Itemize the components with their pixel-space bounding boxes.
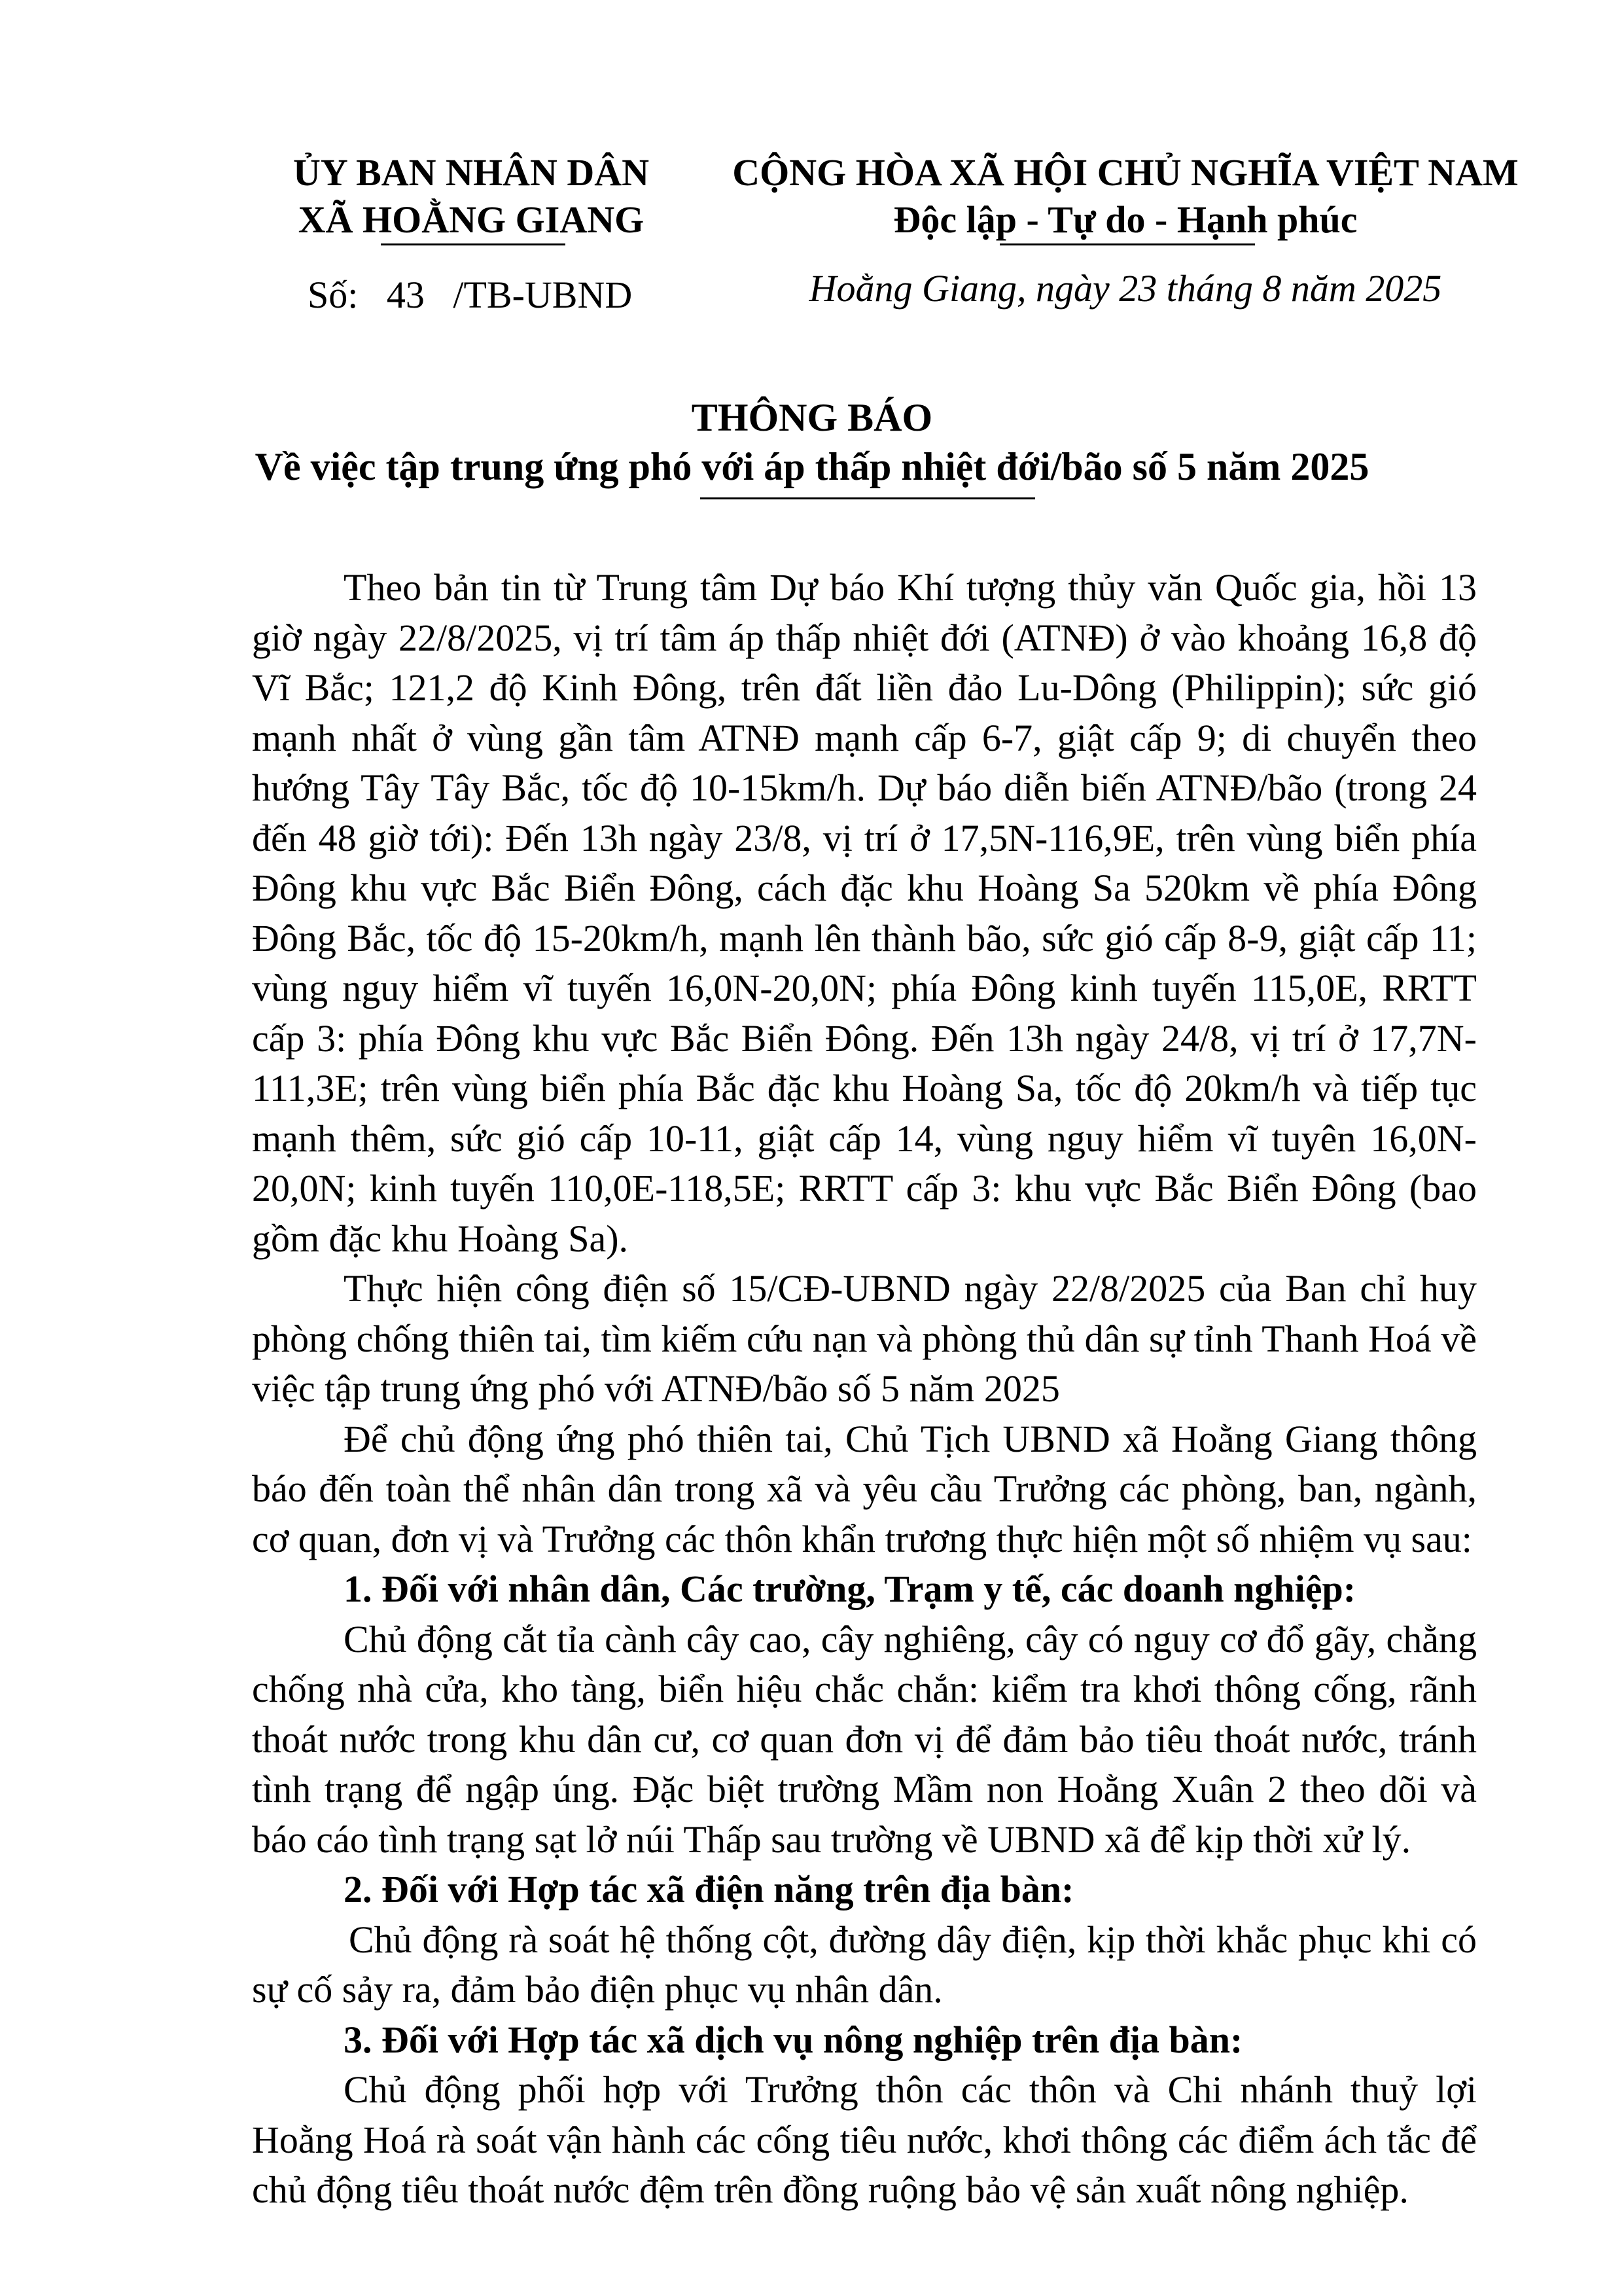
place-and-date: Hoằng Giang, ngày 23 tháng 8 năm 2025 (809, 267, 1442, 310)
document-subtitle: Về việc tập trung ứng phó với áp thấp nhiệt đới/bão số 5 năm 2025 (255, 445, 1369, 488)
agency-line-2: XÃ HOẰNG GIANG (298, 198, 644, 241)
section-heading-1: 1. Đối với nhân dân, Các trường, Trạm y tế, các doanh nghiệp: (344, 1568, 1356, 1610)
paragraph-instruction: Để chủ động ứng phó thiên tai, Chủ Tịch UBND xã Hoằng Giang thông báo đến toàn thể nhân dân trong xã và yêu cầu Trưởng các phòng, ban, ngành, cơ quan, đơn vị và Trưởng các thôn khẩn trương thực hiện một số nhiệm vụ sau: (252, 1417, 1477, 1560)
country-name: CỘNG HÒA XÃ HỘI CHỦ NGHĨA VIỆT NAM (732, 151, 1519, 194)
paragraph-section-3: Chủ động phối hợp với Trưởng thôn các thôn và Chi nhánh thuỷ lợi Hoằng Hoá rà soát vận hành các cống tiêu nước, khơi thông các điểm ách tắc để chủ động tiêu thoát nước đệm trên đồng ruộng bảo vệ sản xuất nông nghiệp. (252, 2068, 1477, 2211)
paragraph-directive: Thực hiện công điện số 15/CĐ-UBND ngày 22/8/2025 của Ban chỉ huy phòng chống thiên tai, tìm kiếm cứu nạn và phòng thủ dân sự tỉnh Thanh Hoá về việc tập trung ứng phó với ATNĐ/bão số 5 năm 2025 (252, 1267, 1477, 1410)
section-heading-3: 3. Đối với Hợp tác xã dịch vụ nông nghiệp trên địa bàn: (344, 2018, 1243, 2061)
agency-line-1: ỦY BAN NHÂN DÂN (292, 151, 649, 194)
agency-underline (381, 243, 565, 245)
paragraph-forecast: Theo bản tin từ Trung tâm Dự báo Khí tượng thủy văn Quốc gia, hồi 13 giờ ngày 22/8/2025, vị trí tâm áp thấp nhiệt đới (ATNĐ) ở vào khoảng 16,8 độ Vĩ Bắc; 121,2 độ Kinh Đông, trên đất liền đảo Lu-Dông (Philippin); sức gió mạnh nhất ở vùng gần tâm ATNĐ mạnh cấp 6-7, giật cấp 9; di chuyển theo hướng Tây Tây Bắc, tốc độ 10-15km/h. Dự báo diễn biến ATNĐ/bão (trong 24 đến 48 giờ tới): Đến 13h ngày 23/8, vị trí ở 17,5N-116,9E, trên vùng biển phía Đông khu vực Bắc Biển Đông, cách đặc khu Hoàng Sa 520km về phía Đông Đông Bắc, tốc độ 15-20km/h, mạnh lên thành bão, sức gió cấp 8-9, giật cấp 11; vùng nguy hiểm vĩ tuyến 16,0N-20,0N; phía Đông kinh tuyến 115,0E, RRTT cấp 3: phía Đông khu vực Bắc Biển Đông. Đến 13h ngày 24/8, vị trí ở 17,7N-111,3E; trên vùng biển phía Bắc đặc khu Hoàng Sa, tốc độ 20km/h và tiếp tục mạnh thêm, sức gió cấp 10-11, giật cấp 14, vùng nguy hiểm vĩ tuyên 16,0N-20,0N; kinh tuyến 110,0E-118,5E; RRTT cấp 3: khu vực Bắc Biển Đông (bao gồm đặc khu Hoàng Sa). (252, 566, 1477, 1260)
document-title: THÔNG BÁO (691, 396, 933, 439)
issuing-agency (262, 149, 680, 243)
motto-underline (1000, 243, 1255, 245)
title-underline (700, 497, 1035, 499)
national-heading (694, 149, 1557, 243)
section-heading-2: 2. Đối với Hợp tác xã điện năng trên địa bàn: (344, 1868, 1074, 1910)
paragraph-section-2: Chủ động rà soát hệ thống cột, đường dây điện, kịp thời khắc phục khi có sự cố sảy ra, đảm bảo điện phục vụ nhân dân. (252, 1918, 1477, 2011)
paragraph-section-1: Chủ động cắt tỉa cành cây cao, cây nghiêng, cây có nguy cơ đổ gãy, chằng chống nhà cửa, kho tàng, biển hiệu chắc chắn: kiểm tra khơi thông cống, rãnh thoát nước trong khu dân cư, cơ quan đơn vị để đảm bảo tiêu thoát nước, tránh tình trạng để ngập úng. Đặc biệt trường Mầm non Hoằng Xuân 2 theo dõi và báo cáo tình trạng sạt lở núi Thấp sau trường về UBND xã để kịp thời xử lý. (252, 1617, 1477, 1861)
document-body (252, 563, 1477, 2215)
national-motto: Độc lập - Tự do - Hạnh phúc (893, 198, 1358, 241)
document-number: Số: 43 /TB-UBND (308, 274, 633, 316)
